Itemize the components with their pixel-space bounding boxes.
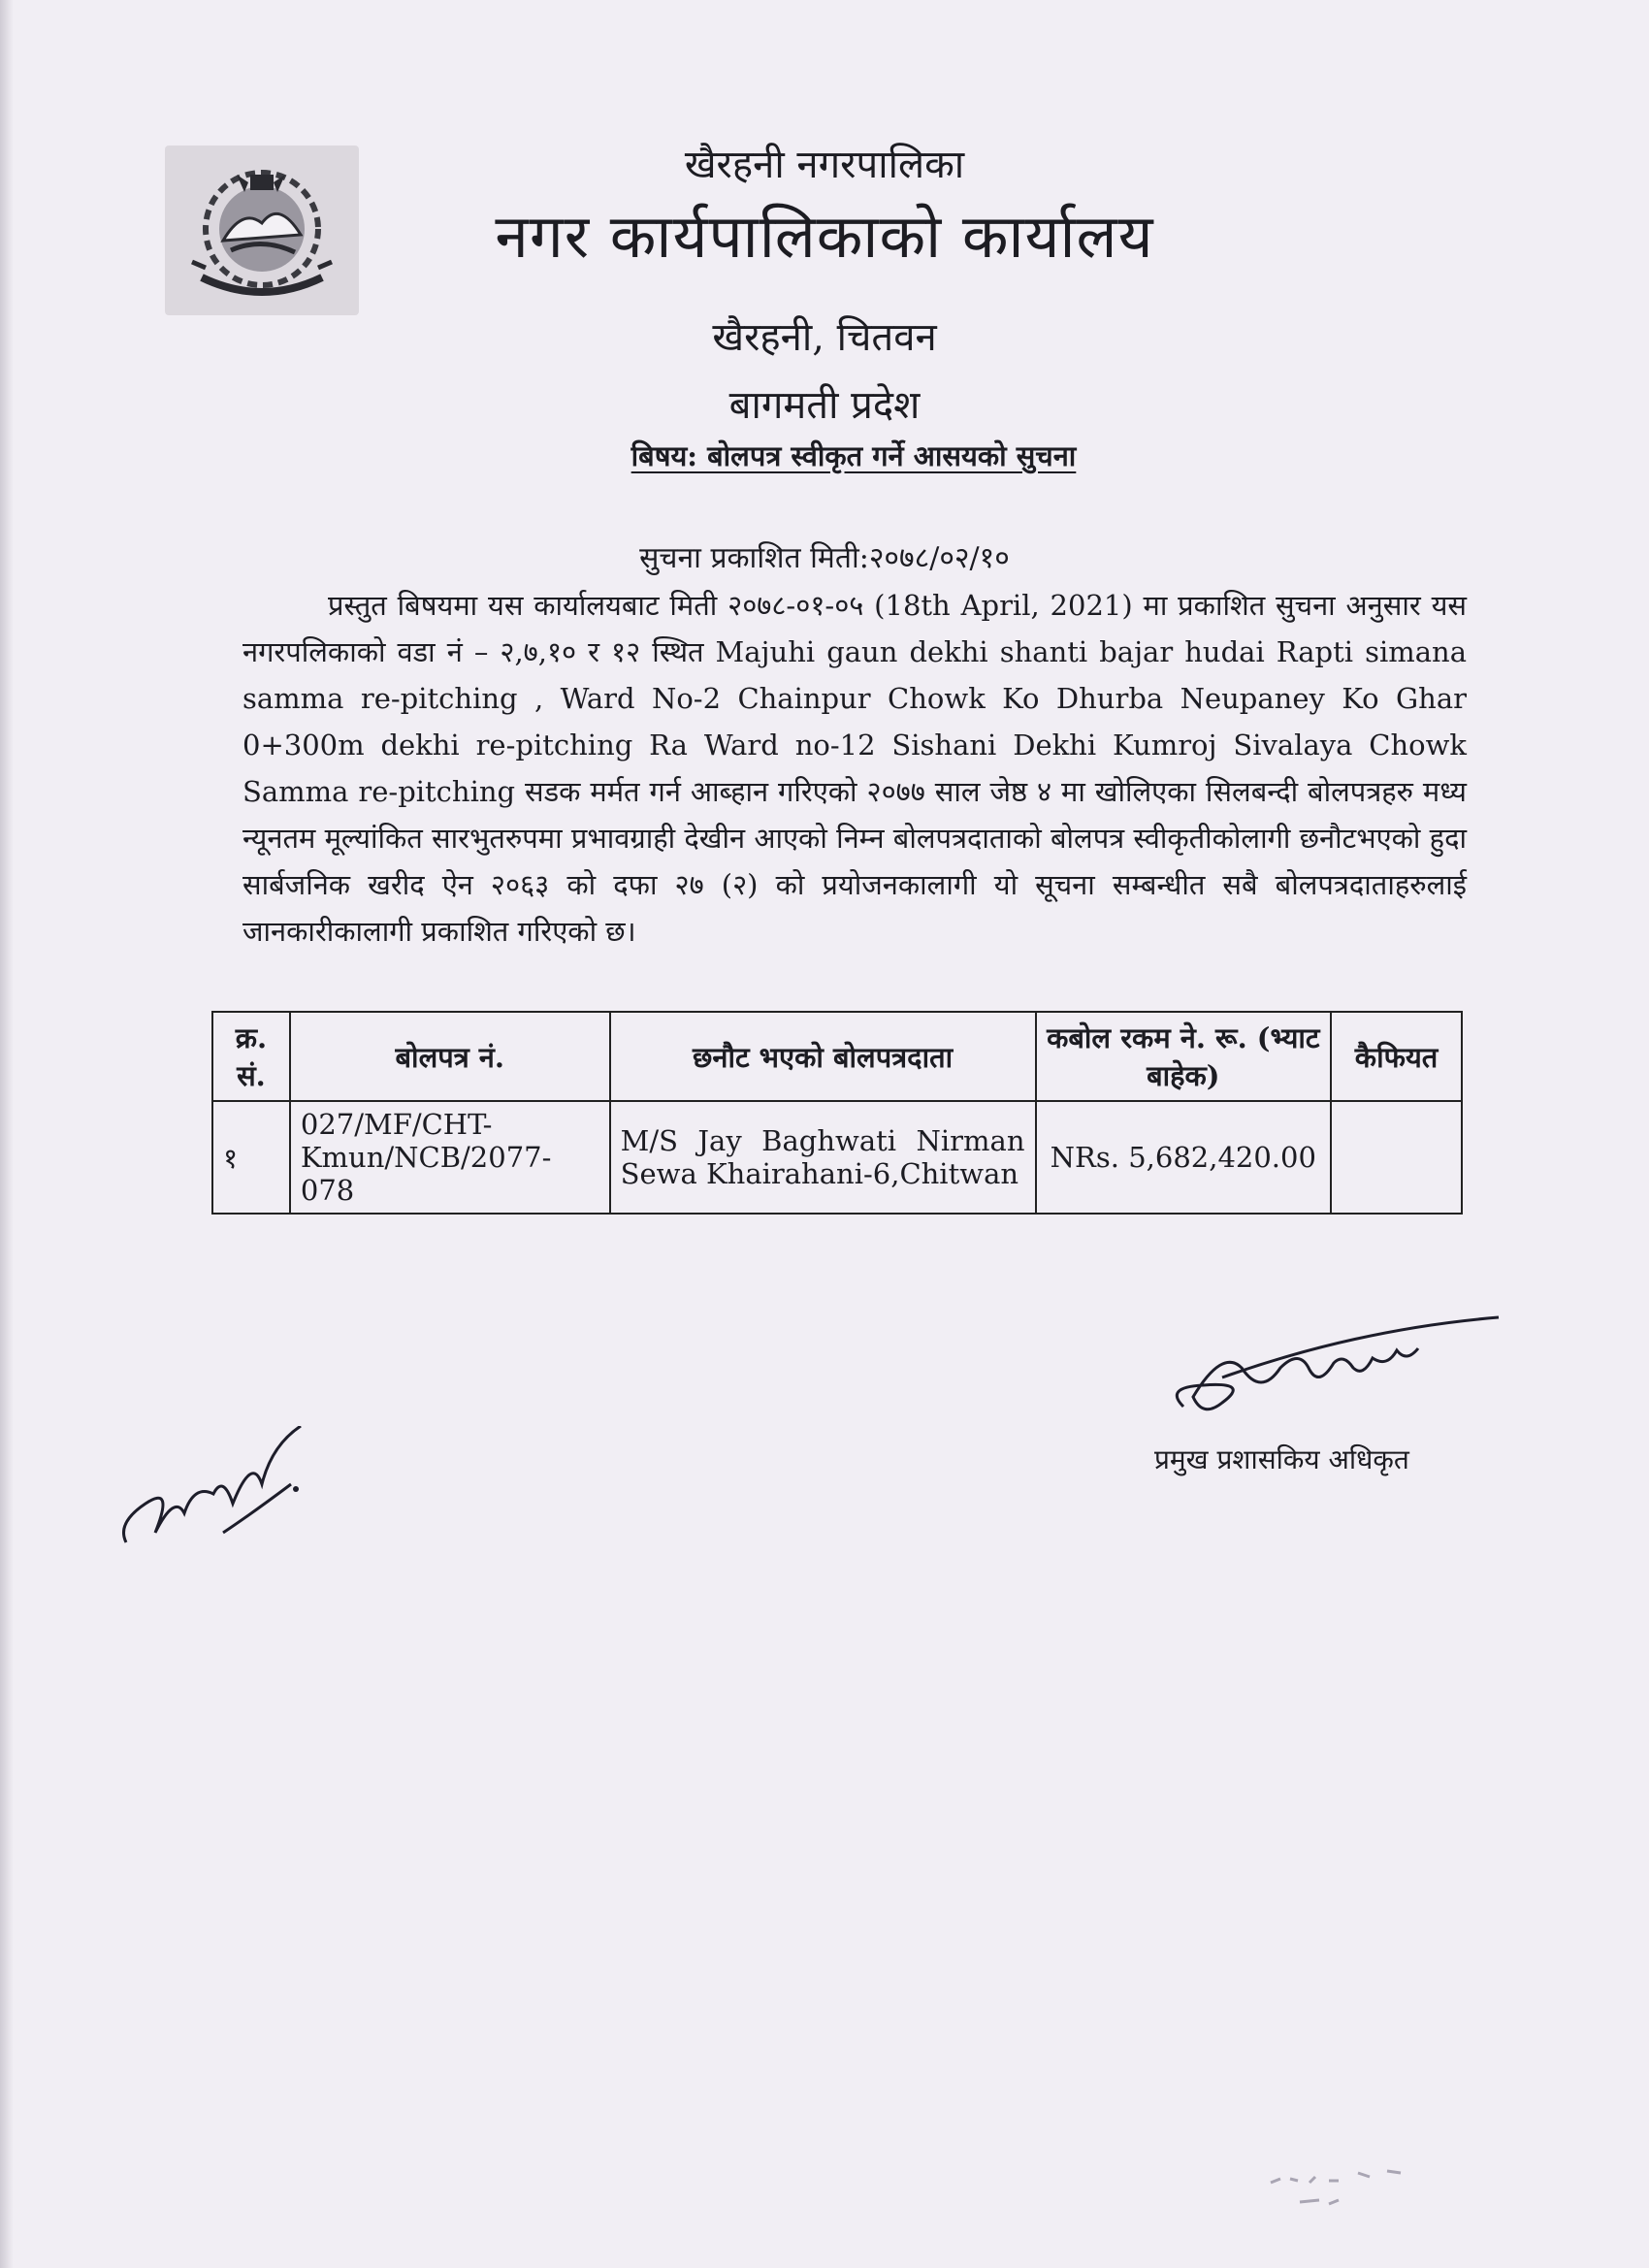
table-header-row	[212, 1012, 1462, 1101]
office-address: खैरहनी, चितवन	[712, 315, 937, 360]
cell-sn: १	[212, 1101, 290, 1214]
header-remarks: कैफियत	[1331, 1012, 1462, 1101]
header-bidder: छनौट भएको बोलपत्रदाता	[610, 1012, 1036, 1101]
cell-bid-no: 027/MF/CHT-Kmun/NCB/2077-078	[290, 1101, 610, 1214]
notice-body: प्रस्तुत बिषयमा यस कार्यालयबाट मिती २०७८-०१-०५ (18th April, 2021) मा प्रकाशित सुचना अनुसार यस नगरपलिकाको वडा नं – २,७,१० र १२ स्थित Majuhi gaun dekhi shanti bajar hudai Rapti simana samma re-pitching , Ward No-2 Chainpur Chowk Ko Dhurba Neupaney Ko Ghar 0+300m dekhi re-pitching Ra Ward no-12 Sishani Dekhi Kumroj Sivalaya Chowk Samma re-pitching सडक मर्मत गर्न आब्हान गरिएको २०७७ साल जेष्ठ ४ मा खोलिएका सिलबन्दी बोलपत्रहरु मध्य न्यूनतम मूल्यांकित सारभुतरुपमा प्रभावग्राही देखीन आएको निम्न बोलपत्रदाताको बोलपत्र स्वीकृतीकोलागी छनौटभएको हुदा सार्बजनिक खरीद ऐन २०६३ को दफा २७ (२) को प्रयोजनकालागी यो सूचना सम्बन्धीत सबै बोलपत्रदाताहरुलाई जानकारीकालागी प्रकाशित गरिएको छ।	[242, 589, 1467, 948]
office-title: नगर कार्यपालिकाको कार्यालय	[495, 201, 1154, 272]
bid-table	[211, 1011, 1463, 1215]
officer-signature	[1164, 1310, 1513, 1426]
province-name: बागमती प्रदेश	[728, 383, 921, 428]
faded-stamp-marks	[1261, 2154, 1436, 2221]
header-amount: कबोल रकम ने. रू. (भ्याट बाहेक)	[1036, 1012, 1332, 1101]
table-row	[212, 1101, 1462, 1214]
notice-subject: बिषय: बोलपत्र स्वीकृत गर्ने आसयको सुचना	[630, 439, 1077, 472]
published-date: सुचना प्रकाशित मिती:२०७८/०२/१०	[639, 541, 1010, 575]
municipality-name: खैरहनी नगरपालिका	[684, 143, 965, 187]
cell-remarks	[1331, 1101, 1462, 1214]
signatory-designation: प्रमुख प्रशासकिय अधिकृत	[1154, 1443, 1409, 1475]
initial-signature	[116, 1426, 310, 1562]
header-sn: क्र. सं.	[212, 1012, 290, 1101]
cell-amount: NRs. 5,682,420.00	[1036, 1101, 1332, 1214]
header-bid-no: बोलपत्र नं.	[290, 1012, 610, 1101]
cell-bidder: M/S Jay Baghwati Nirman Sewa Khairahani-6,Chitwan	[610, 1101, 1036, 1214]
